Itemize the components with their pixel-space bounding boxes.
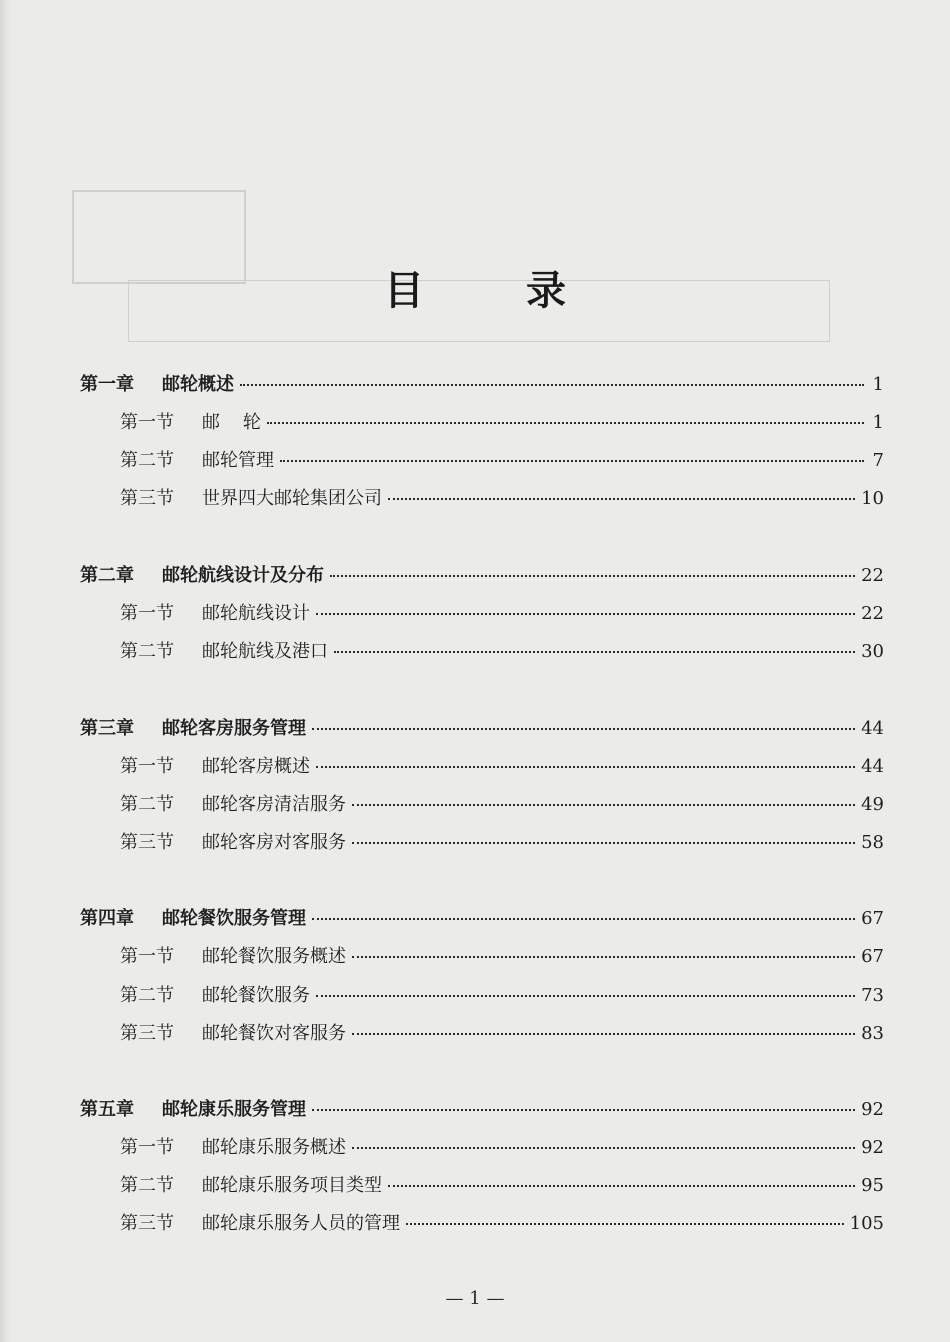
chapter-number: 第三章 <box>80 718 134 739</box>
dot-leader <box>352 1027 855 1035</box>
dot-leader <box>334 645 855 653</box>
section-title: 邮 轮 <box>202 412 261 433</box>
chapter-number: 第二章 <box>80 565 134 586</box>
page-number: 1 <box>872 374 884 395</box>
section-title: 世界四大邮轮集团公司 <box>202 488 382 509</box>
section-title: 邮轮管理 <box>202 450 274 471</box>
page-number: 22 <box>861 565 884 586</box>
toc-section-row[interactable] <box>120 752 884 780</box>
toc-section-row[interactable] <box>120 981 884 1009</box>
section-title: 邮轮客房清洁服务 <box>202 794 346 815</box>
page-number: 83 <box>861 1023 884 1044</box>
section-number: 第一节 <box>120 946 174 967</box>
dot-leader <box>267 416 864 424</box>
dot-leader <box>316 760 855 768</box>
dot-leader <box>352 798 855 806</box>
page-number: 58 <box>861 832 884 853</box>
page-number: 1 <box>872 412 884 433</box>
chapter-number: 第一章 <box>80 374 134 395</box>
toc-section-row[interactable] <box>120 828 884 856</box>
dot-leader <box>388 492 855 500</box>
chapter-number: 第四章 <box>80 908 134 929</box>
dot-leader <box>312 722 855 730</box>
section-number: 第二节 <box>120 1175 174 1196</box>
toc-section-row[interactable] <box>120 599 884 627</box>
section-number: 第三节 <box>120 1213 174 1234</box>
page-number: 92 <box>861 1099 884 1120</box>
chapter-title: 邮轮客房服务管理 <box>162 718 306 739</box>
toc-section-row[interactable] <box>120 1019 884 1047</box>
toc-section-row[interactable] <box>120 1209 884 1237</box>
page-edge-shadow <box>0 0 10 1342</box>
page-number: 44 <box>861 718 884 739</box>
section-title: 邮轮航线设计 <box>202 603 310 624</box>
chapter-title: 邮轮航线设计及分布 <box>162 565 324 586</box>
page-number: 22 <box>861 603 884 624</box>
section-number: 第三节 <box>120 1023 174 1044</box>
page-number: 67 <box>861 946 884 967</box>
dot-leader <box>280 454 864 462</box>
section-number: 第二节 <box>120 641 174 662</box>
toc-chapter-row[interactable] <box>80 714 884 742</box>
chapter-title: 邮轮概述 <box>162 374 234 395</box>
section-title: 邮轮餐饮服务 <box>202 985 310 1006</box>
section-number: 第三节 <box>120 488 174 509</box>
toc-section-row[interactable] <box>120 1133 884 1161</box>
dot-leader <box>312 1103 855 1111</box>
toc-chapter-row[interactable] <box>80 370 884 398</box>
section-number: 第二节 <box>120 794 174 815</box>
dot-leader <box>352 836 855 844</box>
dot-leader <box>330 569 855 577</box>
toc-section-row[interactable] <box>120 446 884 474</box>
toc-chapter-row[interactable] <box>80 904 884 932</box>
section-title: 邮轮餐饮服务概述 <box>202 946 346 967</box>
chapter-title: 邮轮康乐服务管理 <box>162 1099 306 1120</box>
section-title: 邮轮康乐服务概述 <box>202 1137 346 1158</box>
page-number: 49 <box>861 794 884 815</box>
dot-leader <box>240 378 864 386</box>
page-number: 67 <box>861 908 884 929</box>
page-number: 105 <box>849 1213 884 1234</box>
dot-leader <box>388 1179 855 1187</box>
toc-section-row[interactable] <box>120 637 884 665</box>
toc-section-row[interactable] <box>120 484 884 512</box>
section-number: 第一节 <box>120 412 174 433</box>
dot-leader <box>352 950 855 958</box>
section-title: 邮轮康乐服务人员的管理 <box>202 1213 400 1234</box>
section-number: 第二节 <box>120 985 174 1006</box>
toc-title: 目 录 <box>384 266 610 314</box>
page-number: 44 <box>861 756 884 777</box>
page-number: 73 <box>861 985 884 1006</box>
chapter-number: 第五章 <box>80 1099 134 1120</box>
section-title: 邮轮康乐服务项目类型 <box>202 1175 382 1196</box>
section-number: 第一节 <box>120 603 174 624</box>
dot-leader <box>316 607 855 615</box>
page-number: 30 <box>861 641 884 662</box>
dot-leader <box>316 989 855 997</box>
section-title: 邮轮餐饮对客服务 <box>202 1023 346 1044</box>
section-number: 第一节 <box>120 756 174 777</box>
page-number: 92 <box>861 1137 884 1158</box>
toc-section-row[interactable] <box>120 408 884 436</box>
toc-chapter-row[interactable] <box>80 561 884 589</box>
page-number: 95 <box>861 1175 884 1196</box>
toc-section-row[interactable] <box>120 790 884 818</box>
section-number: 第二节 <box>120 450 174 471</box>
section-title: 邮轮客房对客服务 <box>202 832 346 853</box>
chapter-title: 邮轮餐饮服务管理 <box>162 908 306 929</box>
section-title: 邮轮航线及港口 <box>202 641 328 662</box>
section-title: 邮轮客房概述 <box>202 756 310 777</box>
toc-chapter-row[interactable] <box>80 1095 884 1123</box>
page-folio: — 1 — <box>445 1288 505 1309</box>
dot-leader <box>352 1141 855 1149</box>
section-number: 第一节 <box>120 1137 174 1158</box>
dot-leader <box>312 912 855 920</box>
toc-section-row[interactable] <box>120 1171 884 1199</box>
section-number: 第三节 <box>120 832 174 853</box>
dot-leader <box>406 1217 844 1225</box>
page-number: 10 <box>861 488 884 509</box>
page-number: 7 <box>872 450 884 471</box>
toc-section-row[interactable] <box>120 942 884 970</box>
